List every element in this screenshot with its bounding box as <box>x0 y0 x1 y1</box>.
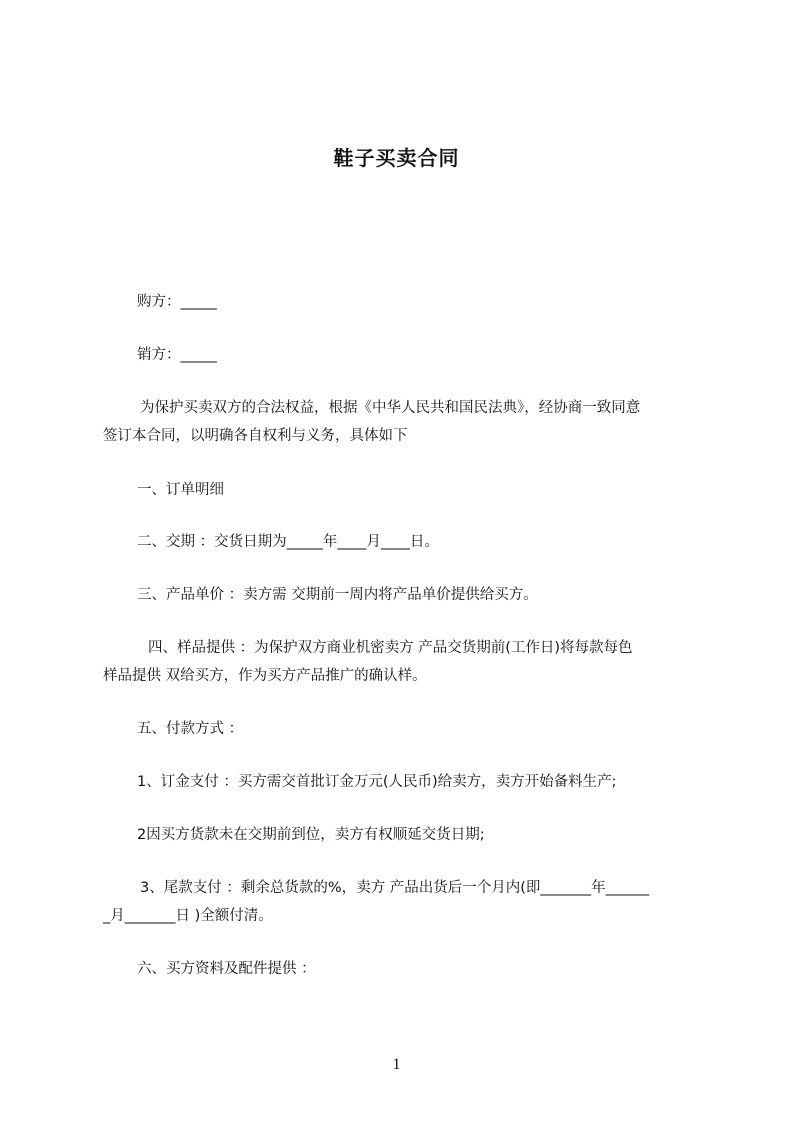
payment-item-3-line-1: 3、尾款支付 ：剩余总货款的%，卖方 产品出货后一个月内(即_______年______ <box>140 880 650 896</box>
intro-line-2: 签订本合同，以明确各自权利与义务，具体如下 <box>103 428 408 444</box>
section-6-heading: 六、买方资料及配件提供 ： <box>137 961 316 977</box>
buyer-line: 购方：_____ <box>137 294 217 310</box>
section-4-line-1: 四、样品提供 ：为保护双方商业机密卖方 产品交货期前(工作日)将每款每色 <box>148 640 633 656</box>
section-2-delivery: 二、交期 ：交货日期为_____年____月____日。 <box>137 534 439 550</box>
section-5-heading: 五、付款方式 ： <box>137 721 244 737</box>
payment-item-2: 2因买方货款未在交期前到位，卖方有权顺延交货日期; <box>137 827 485 843</box>
section-1-heading: 一、订单明细 <box>137 482 224 498</box>
section-3-unit-price: 三、产品单价 ：卖方需 交期前一周内将产品单价提供给买方。 <box>137 587 538 603</box>
section-4-line-2: 样品提供 双给买方，作为买方产品推广的确认样。 <box>103 668 427 684</box>
payment-item-3-line-2: _月_______日 )全额付清。 <box>103 908 273 924</box>
document-title: 鞋子买卖合同 <box>333 146 460 170</box>
page-number: 1 <box>392 1056 401 1073</box>
seller-line: 销方：_____ <box>137 347 217 363</box>
payment-item-1: 1、订金支付 ：买方需交首批订金万元(人民币)给卖方，卖方开始备料生产; <box>137 774 617 790</box>
intro-line-1: 为保护买卖双方的合法权益，根据《中华人民共和国民法典》，经协商一致同意 <box>140 400 641 416</box>
